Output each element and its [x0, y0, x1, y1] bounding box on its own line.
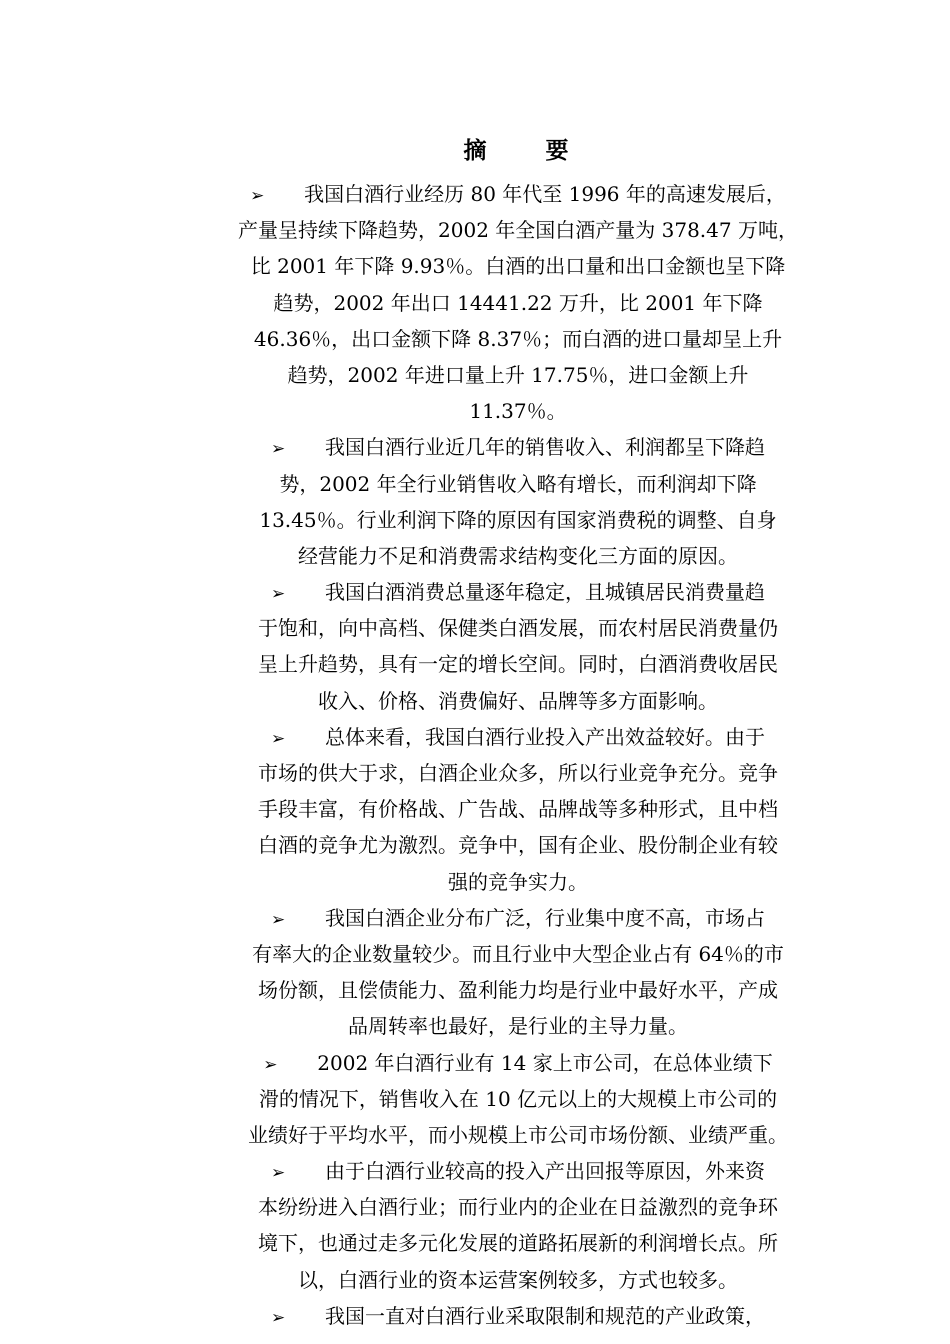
paragraph-line [218, 538, 818, 574]
paragraph-line [218, 755, 818, 791]
line-text: 场份额，且偿债能力、盈利能力均是行业中最好水平，产成 [258, 978, 778, 1003]
paragraph-line [218, 972, 818, 1008]
line-text: 由于白酒行业较高的投入产出回报等原因，外来资 [325, 1159, 765, 1184]
arrow-bullet-icon: ➢ [271, 728, 286, 749]
paragraph-line [218, 864, 818, 900]
paragraph-line [218, 827, 818, 863]
line-text: 趋势，2002 年出口 14441.22 万升，比 2001 年下降 [273, 290, 763, 315]
line-text: 我国白酒行业经历 80 年代至 1996 年的高速发展后， [304, 182, 786, 206]
abstract-paragraph [218, 429, 818, 574]
line-text: 于饱和，向中高档、保健类白酒发展，而农村居民消费量仍 [258, 616, 778, 641]
paragraph-line [218, 719, 818, 755]
arrow-bullet-icon: ➢ [263, 1054, 278, 1075]
paragraph-line [218, 900, 818, 936]
abstract-body [218, 176, 818, 1334]
line-text: 我国白酒消费总量逐年稳定，且城镇居民消费量趋 [325, 580, 765, 605]
paragraph-line [218, 683, 818, 719]
paragraph-line [218, 285, 818, 321]
line-text: 总体来看，我国白酒行业投入产出效益较好。由于 [325, 724, 765, 749]
paragraph-line [218, 1262, 818, 1298]
line-text: 2002 年白酒行业有 14 家上市公司，在总体业绩下 [317, 1050, 773, 1075]
line-text: 境下，也通过走多元化发展的道路拓展新的利润增长点。所 [258, 1231, 778, 1256]
line-text: 我国白酒行业近几年的销售收入、利润都呈下降趋 [325, 435, 765, 460]
arrow-bullet-icon: ➢ [271, 1307, 286, 1328]
paragraph-line [218, 610, 818, 646]
abstract-paragraph [218, 1298, 818, 1334]
abstract-paragraph [218, 1045, 818, 1154]
paragraph-line [218, 1189, 818, 1225]
paragraph-line [218, 248, 818, 284]
line-text: 白酒的竞争尤为激烈。竞争中，国有企业、股份制企业有较 [258, 833, 778, 858]
line-text: 经营能力不足和消费需求结构变化三方面的原因。 [298, 543, 738, 568]
line-text: 我国白酒企业分布广泛，行业集中度不高，市场占 [325, 905, 765, 930]
paragraph-line [218, 1298, 818, 1334]
paragraph-line [218, 176, 818, 212]
abstract-paragraph [218, 1153, 818, 1298]
abstract-paragraph [218, 574, 818, 719]
abstract-paragraph [218, 719, 818, 900]
line-text: 强的竞争实力。 [448, 869, 588, 894]
paragraph-line [218, 1081, 818, 1117]
arrow-bullet-icon: ➢ [271, 1163, 286, 1184]
paragraph-line [218, 791, 818, 827]
paragraph-line [218, 357, 818, 393]
paragraph-line [218, 1045, 818, 1081]
line-text: 业绩好于平均水平，而小规模上市公司市场份额、业绩严重。 [248, 1122, 788, 1147]
paragraph-line [218, 574, 818, 610]
line-text: 比 2001 年下降 9.93％。白酒的出口量和出口金额也呈下降 [250, 254, 786, 279]
page-title: 摘 要 [463, 137, 587, 164]
arrow-bullet-icon: ➢ [250, 186, 265, 206]
line-text: 以，白酒行业的资本运营案例较多，方式也较多。 [298, 1267, 738, 1292]
line-text: 收入、价格、消费偏好、品牌等多方面影响。 [318, 688, 718, 713]
paragraph-line [218, 936, 818, 972]
paragraph-line [218, 393, 818, 429]
line-text: 市场的供大于求，白酒企业众多，所以行业竞争充分。竞争 [258, 761, 778, 785]
line-text: 品周转率也最好，是行业的主导力量。 [348, 1014, 688, 1039]
paragraph-line [218, 1117, 818, 1153]
paragraph-line [218, 1153, 818, 1189]
abstract-paragraph [218, 900, 818, 1045]
paragraph-line [218, 429, 818, 465]
arrow-bullet-icon: ➢ [271, 909, 286, 930]
arrow-bullet-icon: ➢ [271, 439, 286, 460]
paragraph-line [218, 212, 818, 248]
line-text: 本纷纷进入白酒行业；而行业内的企业在日益激烈的竞争环 [258, 1195, 778, 1220]
line-text: 呈上升趋势，具有一定的增长空间。同时，白酒消费收居民 [258, 652, 778, 677]
paragraph-line [218, 1008, 818, 1044]
line-text: 产量呈持续下降趋势，2002 年全国白酒产量为 378.47 万吨， [238, 218, 798, 243]
paragraph-line [218, 646, 818, 682]
paragraph-line [218, 1225, 818, 1261]
line-text: 滑的情况下，销售收入在 10 亿元以上的大规模上市公司的 [258, 1086, 778, 1111]
paragraph-line [218, 502, 818, 538]
line-text: 13.45％。行业利润下降的原因有国家消费税的调整、自身 [259, 507, 777, 532]
line-text: 势，2002 年全行业销售收入略有增长，而利润却下降 [279, 471, 757, 496]
paragraph-line [218, 466, 818, 502]
line-text: 手段丰富，有价格战、广告战、品牌战等多种形式，且中档 [258, 797, 778, 822]
line-text: 11.37％。 [469, 399, 567, 424]
line-text: 趋势，2002 年进口量上升 17.75％，进口金额上升 [287, 362, 749, 387]
line-text: 我国一直对白酒行业采取限制和规范的产业政策， [325, 1303, 765, 1328]
abstract-paragraph [218, 176, 818, 429]
line-text: 46.36％，出口金额下降 8.37％；而白酒的进口量却呈上升 [253, 326, 783, 351]
paragraph-line [218, 321, 818, 357]
line-text: 有率大的企业数量较少。而且行业中大型企业占有 64％的市 [252, 941, 784, 966]
arrow-bullet-icon: ➢ [271, 584, 286, 605]
